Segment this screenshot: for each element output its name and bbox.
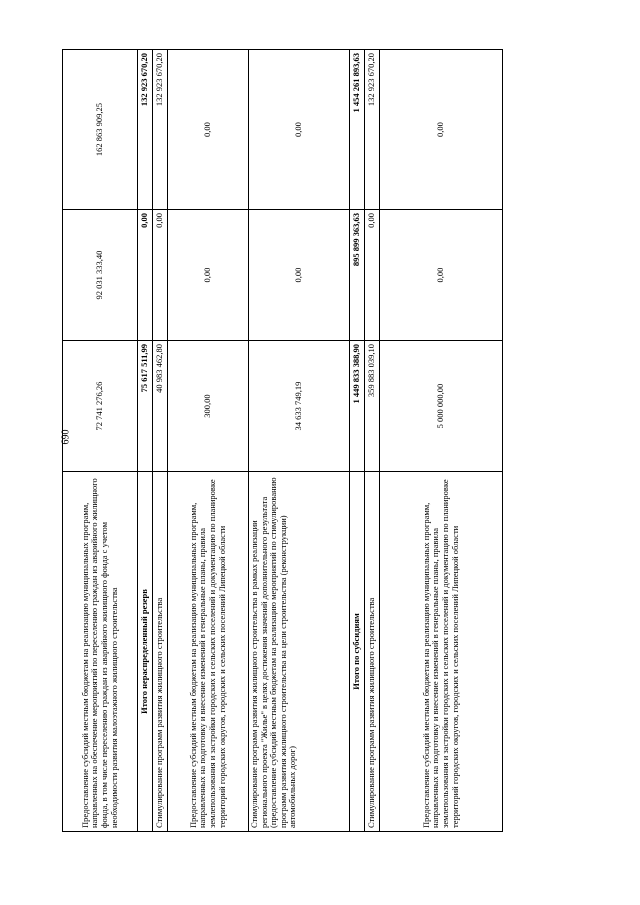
- row-value-col4: 132 923 670,20: [153, 50, 168, 210]
- rotated-table-container: [62, 50, 572, 832]
- table-row: [168, 50, 249, 832]
- table-row: [365, 50, 380, 832]
- row-value-col4: 1 454 261 893,63: [350, 50, 365, 210]
- budget-table: [62, 49, 503, 832]
- row-name-cell: Предоставление субсидий местным бюджетам на реализацию муниципальных программ, направленных на подготовку и внесение изменений в генеральные планы, правила землепользования и застройки городских и сельских поселений и документацию по планировке территорий городских округов, городских и сельских поселений Липецкой области: [380, 472, 503, 832]
- row-value-col4: 0,00: [249, 50, 350, 210]
- row-value-col2: 34 633 749,19: [249, 341, 350, 472]
- row-value-col3: 0,00: [380, 210, 503, 341]
- row-value-col4: 132 923 670,20: [138, 50, 153, 210]
- table-row: [153, 50, 168, 832]
- row-value-col4: 0,00: [168, 50, 249, 210]
- table-row: [249, 50, 350, 832]
- row-value-col3: 895 899 363,63: [350, 210, 365, 341]
- row-value-col2: 75 617 511,99: [138, 341, 153, 472]
- row-value-col4: 162 863 909,25: [63, 50, 138, 210]
- row-value-col4: 0,00: [380, 50, 503, 210]
- table-row: [380, 50, 503, 832]
- row-value-col4: 132 923 670,20: [365, 50, 380, 210]
- row-name-cell: Предоставление субсидий местным бюджетам на реализацию муниципальных программ, направленных на обеспечение мероприятий по переселению граждан из аварийного жилищного фонда, в том числе переселению граждан из аварийного жилищного фонда с учетом необходимости развития малоэтажного жилищного строительства: [63, 472, 138, 832]
- row-name-cell: Стимулирование программ развития жилищного строительства: [153, 472, 168, 832]
- row-value-col2: 40 983 462,80: [153, 341, 168, 472]
- row-name-cell: Предоставление субсидий местным бюджетам на реализацию муниципальных программ, направленных на подготовку и внесение изменений в генеральные планы, правила землепользования и застройки городских и сельских поселений и документацию по планировке территорий городских округов, городских и сельских поселений Липецкой области: [168, 472, 249, 832]
- table-row-total: [138, 50, 153, 832]
- table-row: [63, 50, 138, 832]
- table-row-total: [350, 50, 365, 832]
- row-value-col3: 0,00: [138, 210, 153, 341]
- row-value-col2: 359 883 039,10: [365, 341, 380, 472]
- row-value-col3: 0,00: [168, 210, 249, 341]
- row-value-col2: 72 741 276,26: [63, 341, 138, 472]
- row-name-cell: Стимулирование программ развития жилищного строительства: [365, 472, 380, 832]
- row-value-col2: 300,00: [168, 341, 249, 472]
- row-value-col3: 0,00: [365, 210, 380, 341]
- row-value-col2: 1 449 833 388,90: [350, 341, 365, 472]
- row-name-cell: Итого по субсидиям: [350, 472, 365, 832]
- row-name-cell: Итого нераспределенный резерв: [138, 472, 153, 832]
- row-value-col3: 0,00: [249, 210, 350, 341]
- row-value-col3: 92 031 333,40: [63, 210, 138, 341]
- page-number-text: 690: [60, 429, 72, 445]
- row-value-col2: 5 000 000,00: [380, 341, 503, 472]
- row-name-cell: Стимулирование программ развития жилищного строительства в рамках реализации регионального проекта "Жилье" в целях достижения значений дополнительного результата (предоставление субсидий местным бюджетам на реализацию мероприятий по стимулированию программ развития жилищного строительства на цели строительства (реконструкции) автомобильных дорог): [249, 472, 350, 832]
- row-value-col3: 0,00: [153, 210, 168, 341]
